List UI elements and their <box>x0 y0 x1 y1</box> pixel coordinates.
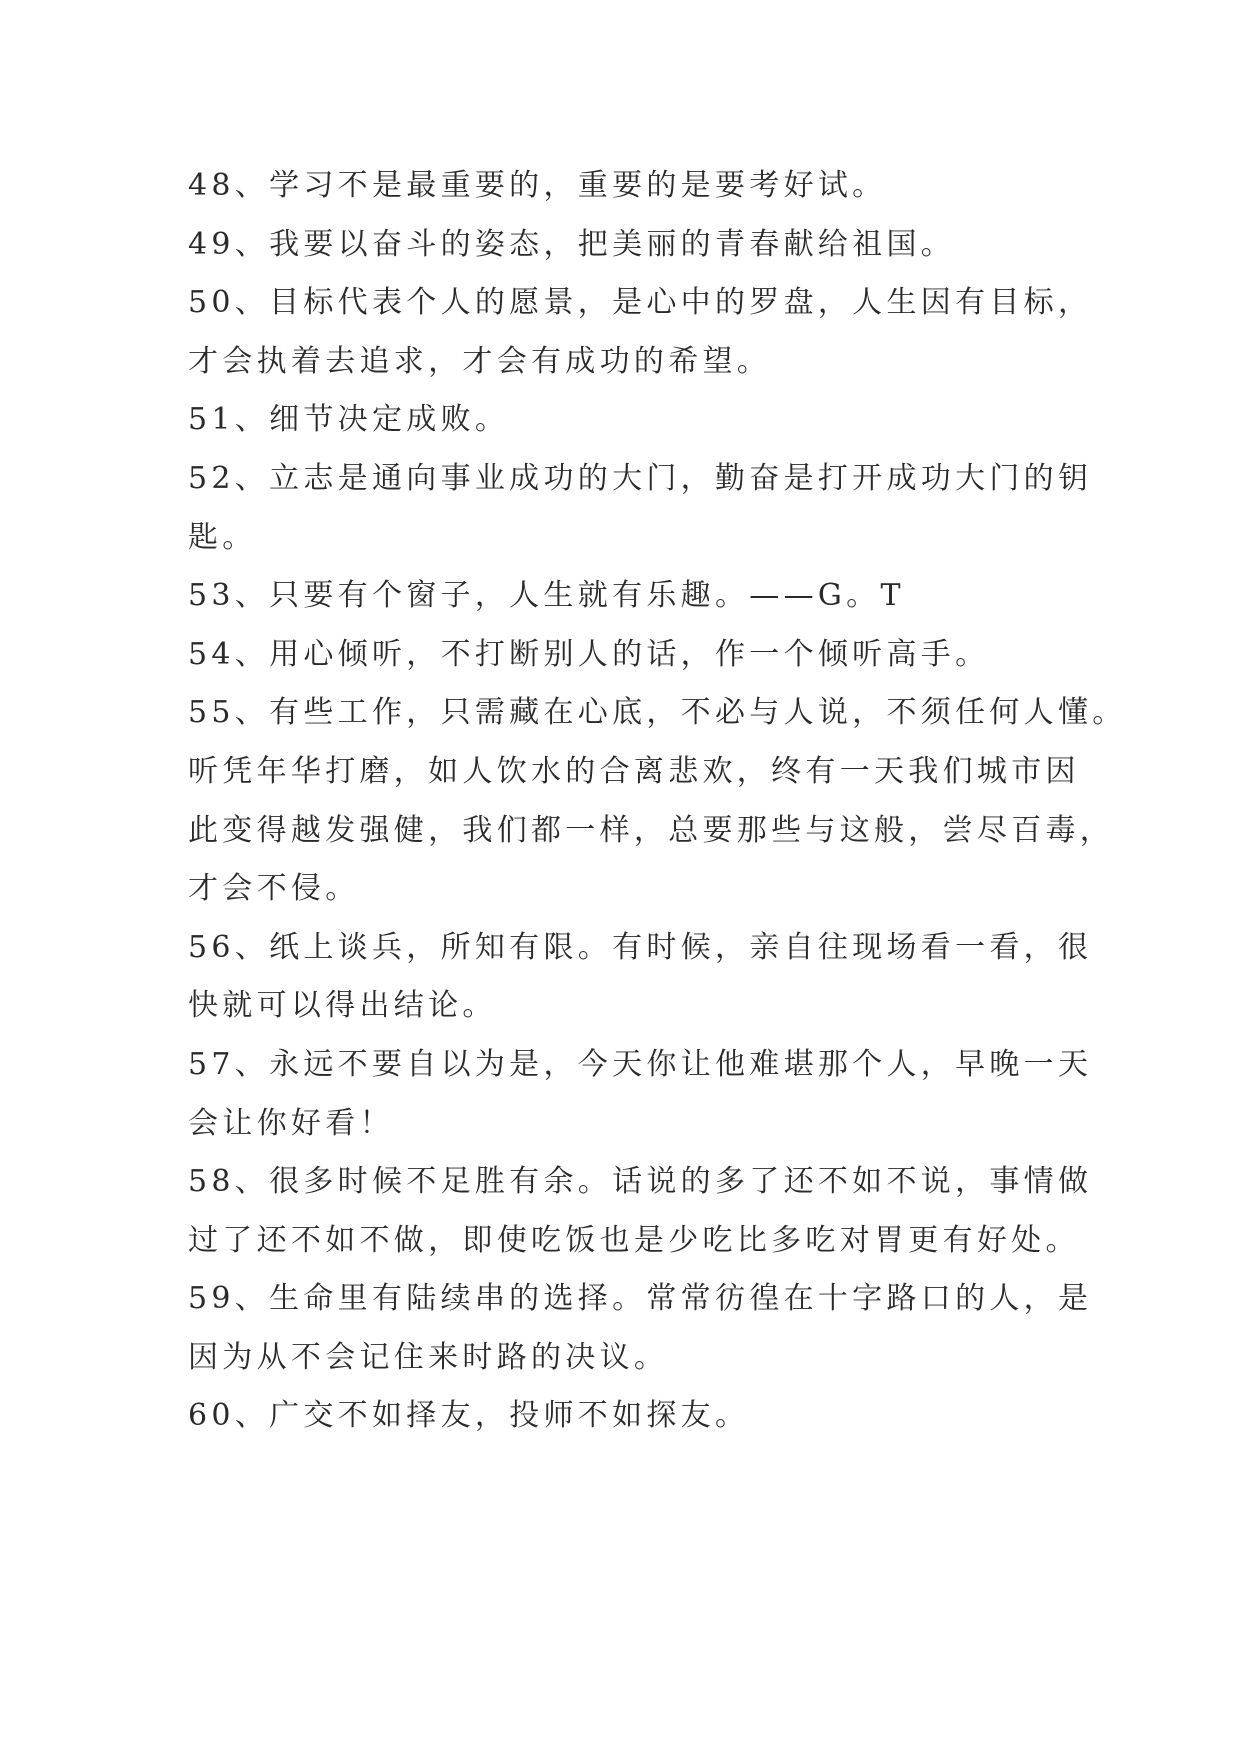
text-line: 59、生命里有陆续串的选择。常常彷徨在十字路口的人，是 <box>188 1281 1093 1317</box>
text-line: 53、只要有个窗子，人生就有乐趣。——G。T <box>188 578 905 614</box>
text-line: 此变得越发强健，我们都一样，总要那些与这般，尝尽百毒， <box>188 812 1115 848</box>
document-body <box>188 157 1127 1446</box>
text-line: 匙。 <box>188 519 257 555</box>
text-line: 49、我要以奋斗的姿态，把美丽的青春献给祖国。 <box>188 226 956 262</box>
text-line: 52、立志是通向事业成功的大门，勤奋是打开成功大门的钥 <box>188 460 1093 496</box>
text-line: 会让你好看！ <box>188 1105 394 1141</box>
text-line: 因为从不会记住来时路的决议。 <box>188 1339 669 1375</box>
text-line: 54、用心倾听，不打断别人的话，作一个倾听高手。 <box>188 636 990 672</box>
text-line: 48、学习不是最重要的，重要的是要考好试。 <box>188 168 887 203</box>
text-line: 才会不侵。 <box>188 871 360 907</box>
text-line: 听凭年华打磨，如人饮水的合离悲欢，终有一天我们城市因 <box>188 753 1080 789</box>
text-line: 51、细节决定成败。 <box>188 402 510 438</box>
text-line: 50、目标代表个人的愿景，是心中的罗盘，人生因有目标， <box>188 285 1093 321</box>
text-line: 57、永远不要自以为是，今天你让他难堪那个人，早晚一天 <box>188 1046 1093 1082</box>
text-line: 60、广交不如择友，投师不如探友。 <box>188 1398 750 1434</box>
text-line: 过了还不如不做，即使吃饭也是少吃比多吃对胃更有好处。 <box>188 1222 1080 1258</box>
text-line: 55、有些工作，只需藏在心底，不必与人说，不须任何人懂。 <box>188 695 1127 731</box>
text-line: 快就可以得出结论。 <box>188 988 497 1024</box>
text-line: 58、很多时候不足胜有余。话说的多了还不如不说，事情做 <box>188 1164 1093 1200</box>
text-line: 才会执着去追求，才会有成功的希望。 <box>188 343 772 379</box>
text-line: 56、纸上谈兵，所知有限。有时候，亲自往现场看一看，很 <box>188 929 1093 965</box>
